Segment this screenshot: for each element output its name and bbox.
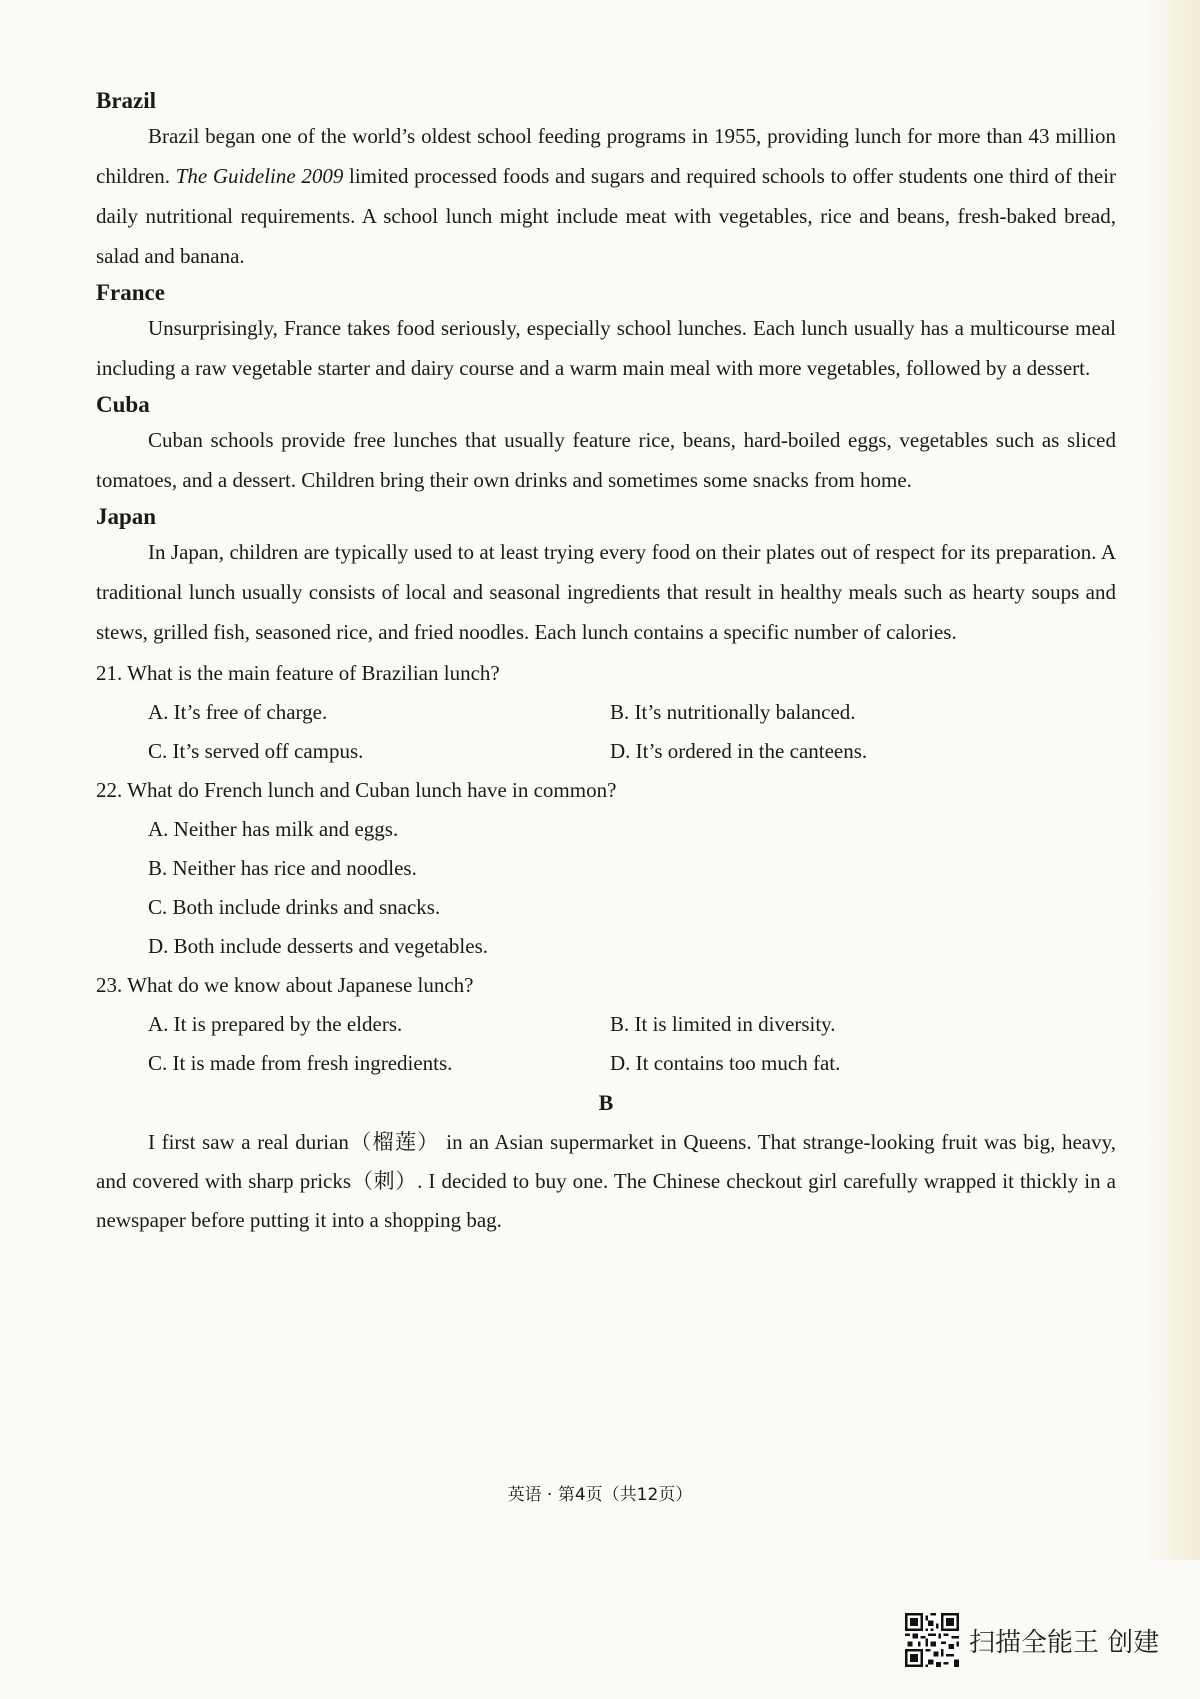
option-b: B. Neither has rice and noodles. xyxy=(148,856,417,880)
option-a: A. It is prepared by the elders. xyxy=(148,1012,403,1036)
question-stem: 21. What is the main feature of Brazilian lunch? xyxy=(96,661,500,685)
option-b: B. It is limited in diversity. xyxy=(610,1012,836,1036)
option-d: D. It contains too much fat. xyxy=(610,1051,841,1075)
question-stem: 23. What do we know about Japanese lunch? xyxy=(96,973,474,997)
question-23 xyxy=(96,966,1116,1083)
section-b-text: I first saw a real durian（榴莲） in an Asian supermarket in Queens. That strange-looking fruit was big, heavy, and covered with sharp pricks（刺）. I decided to buy one. The Chinese checkout girl carefully wrapped it thickly in a newspaper before putting it into a shopping bag. xyxy=(96,1130,1116,1232)
question-22 xyxy=(96,771,1116,966)
section-text: Cuban schools provide free lunches that usually feature rice, beans, hard-boiled eggs, vegetables such as sliced tomatoes, and a dessert. Children bring their own drinks and sometimes some snacks from home. xyxy=(96,428,1116,492)
option-a: A. Neither has milk and eggs. xyxy=(148,817,399,841)
section-brazil xyxy=(96,86,1116,276)
option-d: D. It’s ordered in the canteens. xyxy=(610,739,868,763)
watermark-text: 扫描全能王 创建 xyxy=(969,1627,1160,1658)
section-b-label: B xyxy=(598,1090,614,1115)
section-heading: Japan xyxy=(96,504,157,529)
question-stem: 22. What do French lunch and Cuban lunch have in common? xyxy=(96,778,617,802)
reading-passage xyxy=(96,86,1116,1240)
option-a: A. It’s free of charge. xyxy=(148,700,328,724)
section-france xyxy=(96,278,1116,388)
section-heading: Brazil xyxy=(96,88,157,113)
option-c: C. Both include drinks and snacks. xyxy=(148,895,441,919)
option-c: C. It is made from fresh ingredients. xyxy=(148,1051,453,1075)
page-edge-shadow xyxy=(1145,0,1200,1560)
section-text: In Japan, children are typically used to at least trying every food on their plates out of respect for its preparation. A traditional lunch usually consists of local and seasonal ingredients that result in healthy meals such as hearty soups and stews, grilled fish, seasoned rice, and fried noodles. Each lunch contains a specific number of calories. xyxy=(96,540,1116,644)
qr-code-icon xyxy=(905,1613,959,1667)
section-cuba xyxy=(96,390,1116,500)
section-text: Unsurprisingly, France takes food seriously, especially school lunches. Each lunch usually has a multicourse meal including a raw vegetable starter and dairy course and a warm main meal with more vegetables, followed by a dessert. xyxy=(96,316,1116,380)
question-options xyxy=(148,810,1116,966)
question-21 xyxy=(96,654,1116,771)
question-options xyxy=(148,693,1116,771)
option-c: C. It’s served off campus. xyxy=(148,739,364,763)
section-text xyxy=(96,116,1116,276)
section-heading: Cuba xyxy=(96,392,150,417)
page-footer: 英语 · 第4页（共12页） xyxy=(507,1485,693,1505)
section-japan xyxy=(96,502,1116,652)
guideline-title: The Guideline 2009 xyxy=(175,164,344,188)
text-span: limited processed foods and sugars and required schools to offer students one third of their daily nutritional requirements. A school lunch might include meat with vegetables, rice and beans, fresh-baked bread, salad and banana. xyxy=(96,164,1116,268)
scanner-watermark xyxy=(905,1612,1159,1668)
option-d: D. Both include desserts and vegetables. xyxy=(148,934,488,958)
question-options xyxy=(148,1005,1116,1083)
section-heading: France xyxy=(96,280,165,305)
text-span: Brazil began one of the world’s oldest school feeding programs in 1955, providing lunch for more than 43 million children. xyxy=(96,124,1116,188)
option-b: B. It’s nutritionally balanced. xyxy=(610,700,856,724)
